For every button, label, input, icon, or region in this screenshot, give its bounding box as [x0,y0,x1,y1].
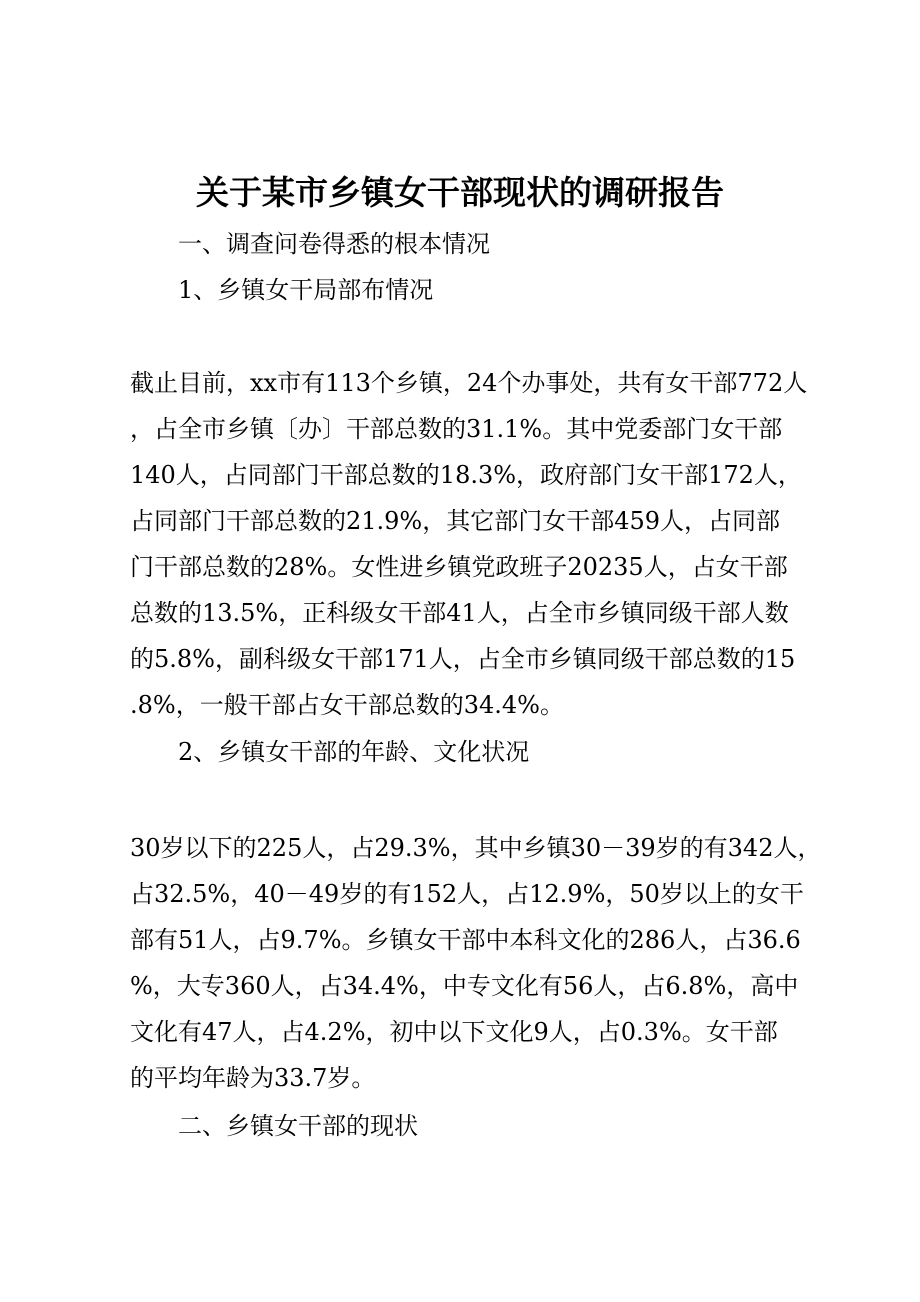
paragraph-line: 140人，占同部门干部总数的18.3%，政府部门女干部172人， [130,461,802,489]
document-title: 关于某市乡镇女干部现状的调研报告 [196,173,724,212]
paragraph-line: %，大专360人，占34.4%，中专文化有56人，占6.8%，高中 [130,972,799,1000]
paragraph-line: 30岁以下的225人，占29.3%，其中乡镇30－39岁的有342人， [130,834,822,862]
paragraph-line: 总数的13.5%，正科级女干部41人，占全市乡镇同级干部人数 [130,599,789,627]
subsection-heading-1: 1、乡镇女干局部布情况 [178,276,434,304]
paragraph-line: 截止目前，xx市有113个乡镇，24个办事处，共有女干部772人 [130,369,808,397]
paragraph-line: .8%，一般干部占女干部总数的34.4%。 [130,691,564,719]
paragraph-line: 部有51人，占9.7%。乡镇女干部中本科文化的286人，占36.6 [130,926,801,954]
paragraph-line: 文化有47人，占4.2%，初中以下文化9人，占0.3%。女干部 [130,1018,778,1046]
paragraph-line: 的5.8%，副科级女干部171人，占全市乡镇同级干部总数的15 [130,645,796,673]
paragraph-line: ，占全市乡镇〔办〕干部总数的31.1%。其中党委部门女干部 [130,415,783,443]
section-heading-1: 一、调查问卷得悉的根本情况 [178,230,490,258]
paragraph-distribution [130,360,808,728]
paragraph-line: 的平均年龄为33.7岁。 [130,1064,376,1092]
paragraph-line: 占同部门干部总数的21.9%，其它部门女干部459人，占同部 [130,507,781,535]
paragraph-line: 门干部总数的28%。女性进乡镇党政班子20235人，占女干部 [130,553,788,581]
section-heading-2: 二、乡镇女干部的现状 [178,1112,418,1140]
subsection-heading-2: 2、乡镇女干部的年龄、文化状况 [178,738,530,766]
paragraph-line: 占32.5%，40－49岁的有152人，占12.9%，50岁以上的女干 [130,880,804,908]
paragraph-age-education [130,825,822,1101]
